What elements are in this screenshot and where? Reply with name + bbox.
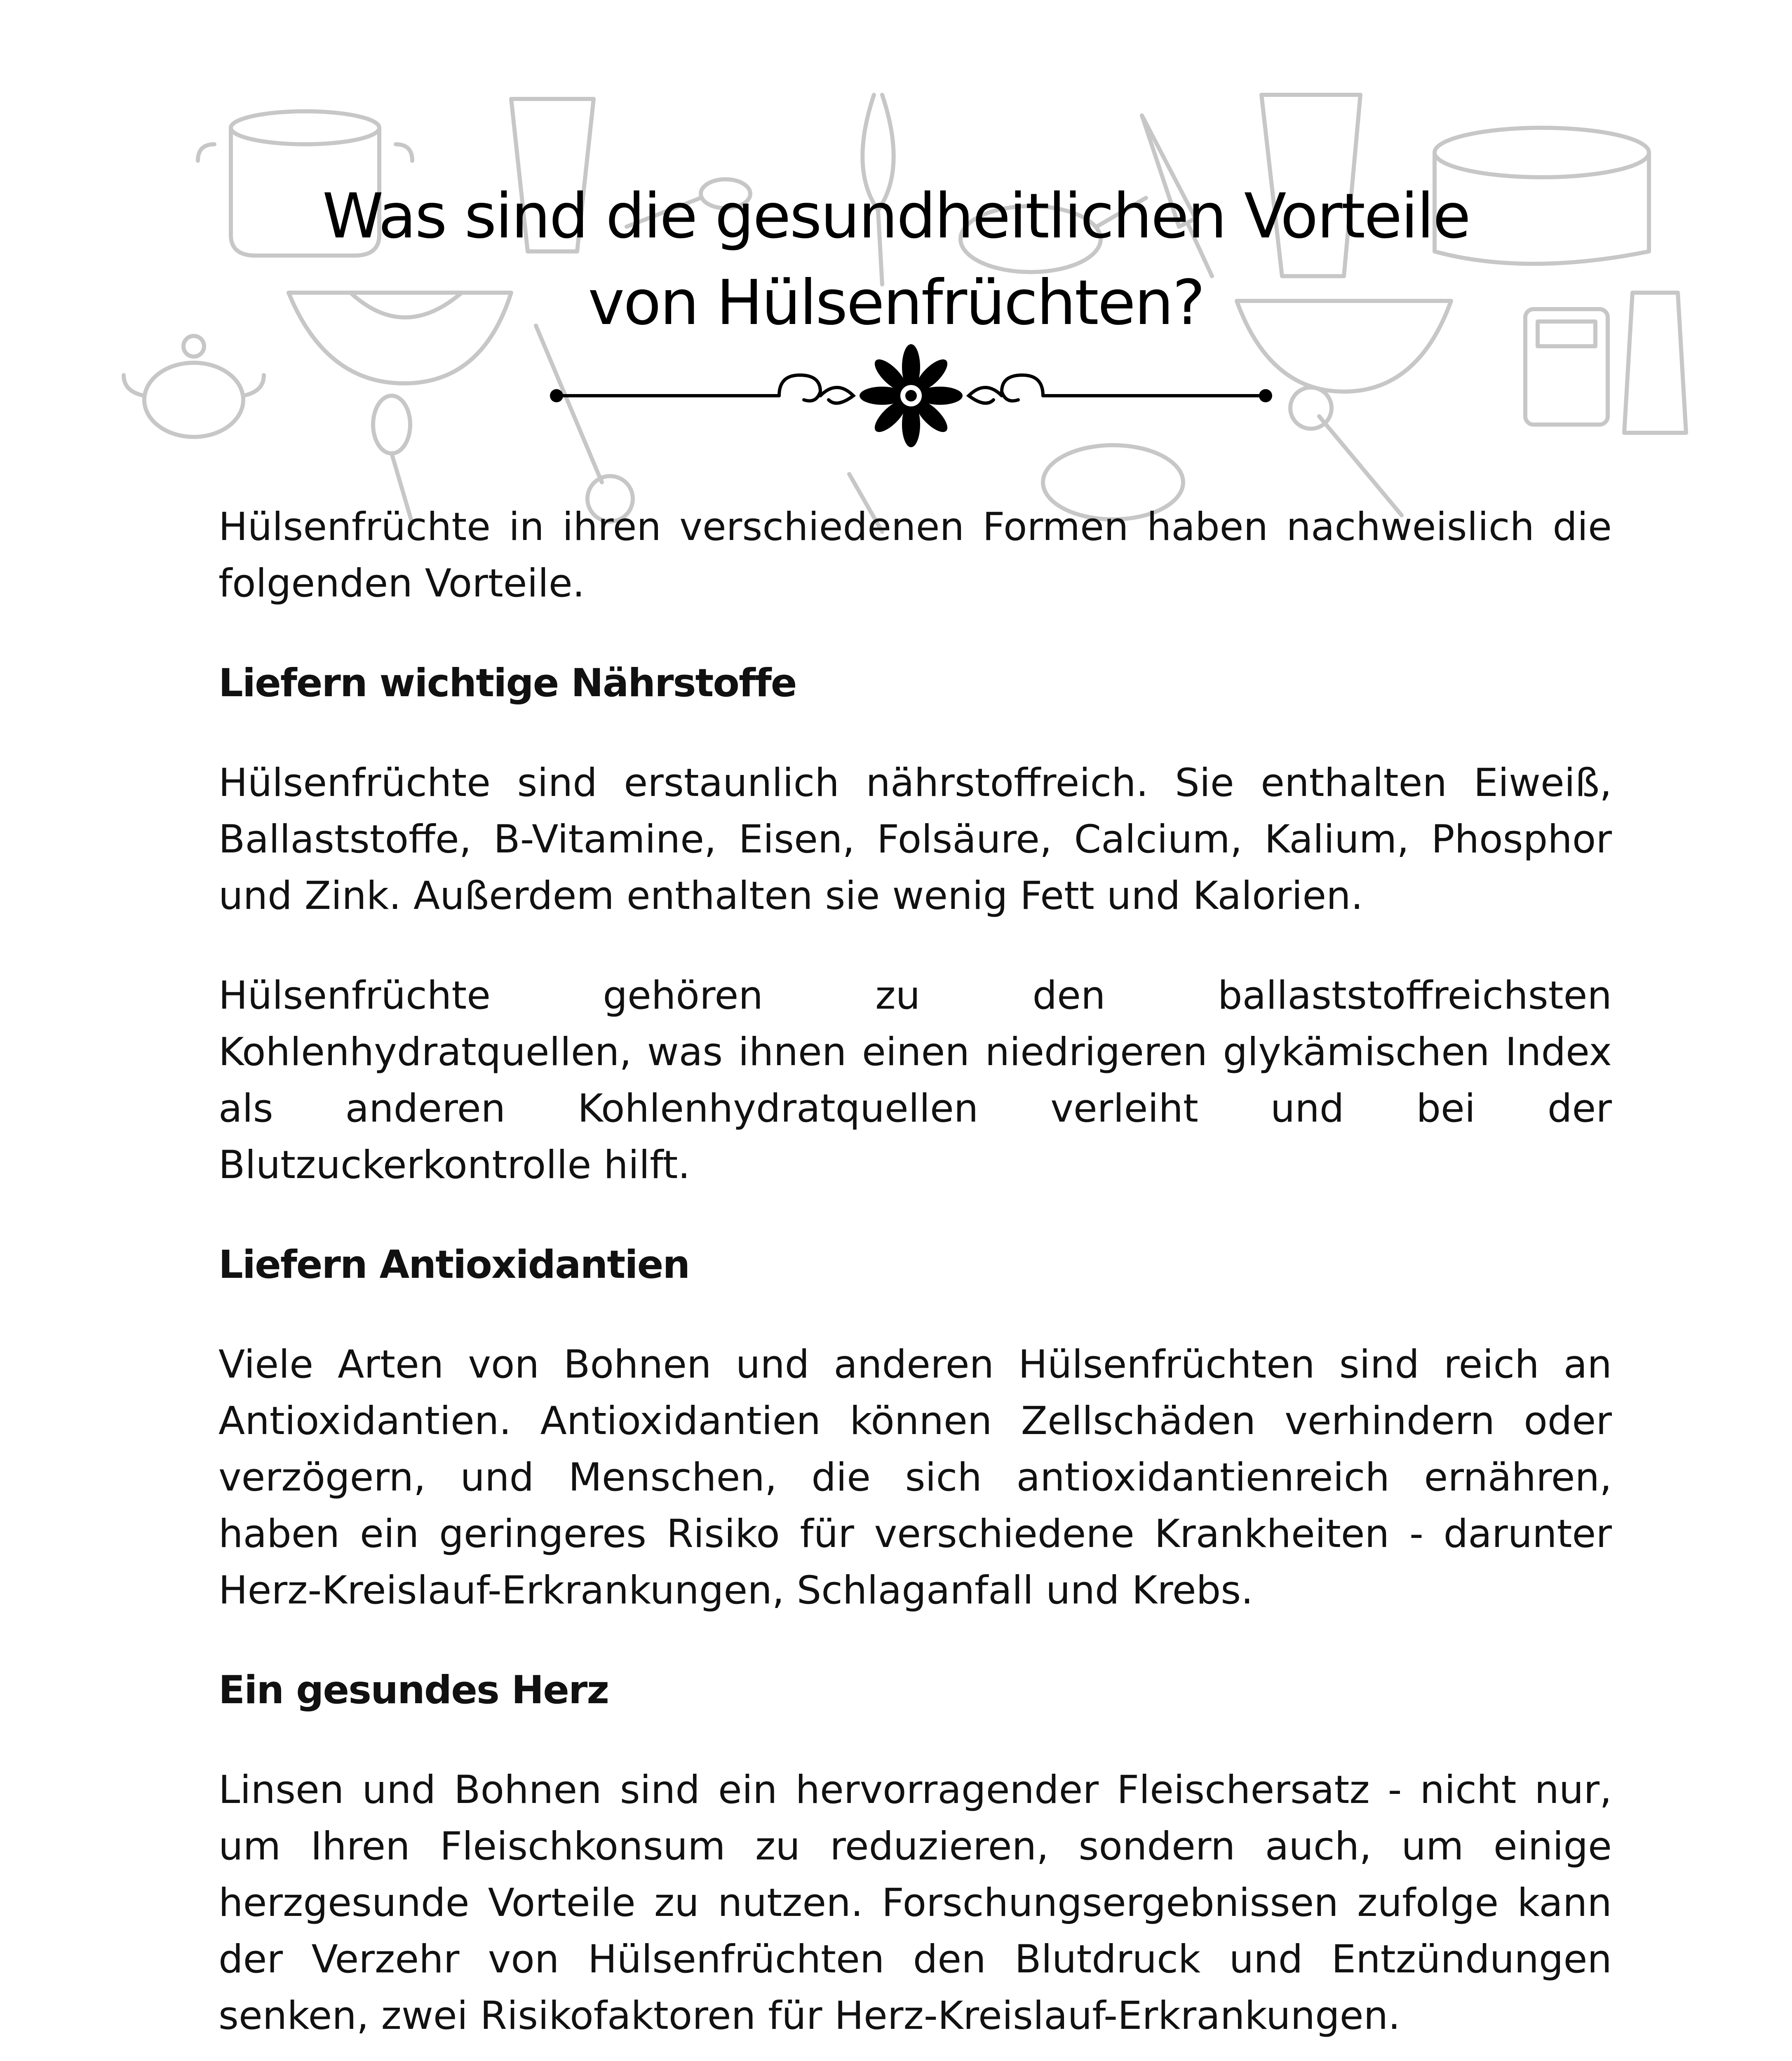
section-heading-naehrstoffe: Liefern wichtige Nährstoffe bbox=[218, 661, 796, 706]
title-line-1: Was sind die gesundheitlichen Vorteile bbox=[322, 181, 1470, 252]
paragraph-naehrstoffe-1: Hülsenfrüchte sind erstaunlich nährstoffreich. Sie enthalten Eiweiß, Ballaststoffe, B-Vitamine, Eisen, Folsäure, Calcium, Kalium, Phosphor und Zink. Außerdem enthalten sie wenig Fett und Kalorien. bbox=[218, 761, 1612, 918]
page-content bbox=[218, 499, 1612, 2061]
page-title bbox=[124, 173, 1668, 346]
ornamental-divider bbox=[548, 342, 1274, 449]
title-line-2: von Hülsenfrüchten? bbox=[588, 267, 1204, 339]
section-heading-herz: Ein gesundes Herz bbox=[218, 1668, 609, 1713]
paragraph-antioxidantien: Viele Arten von Bohnen und anderen Hülsenfrüchten sind reich an Antioxidantien. Antioxidantien können Zellschäden verhindern oder verzögern, und Menschen, die sich antioxidantienreich ernähren, haben ein geringeres Risiko für verschiedene Krankheiten - darunter Herz-Kreislauf-Erkrankungen, Schlaganfall und Krebs. bbox=[218, 1342, 1612, 1613]
flower-ornament-icon bbox=[860, 344, 963, 447]
intro-paragraph: Hülsenfrüchte in ihren verschiedenen Formen haben nachweislich die folgenden Vorteile. bbox=[218, 505, 1612, 606]
paragraph-naehrstoffe-2: Hülsenfrüchte gehören zu den ballaststoffreichsten Kohlenhydratquellen, was ihnen einen niedrigeren glykämischen Index als anderen Kohlenhydratquellen verleiht und bei der Blutzuckerkontrolle hilft. bbox=[218, 973, 1612, 1188]
sugar-bowl-icon bbox=[124, 336, 264, 437]
paragraph-herz: Linsen und Bohnen sind ein hervorragender Fleischersatz - nicht nur, um Ihren Fleischkonsum zu reduzieren, sondern auch, um einige herzgesunde Vorteile zu nutzen. Forschungsergebnissen zufolge kann der Verzehr von Hülsenfrüchten den Blutdruck und Entzündungen senken, zwei Risikofaktoren für Herz-Kreislauf-Erkrankungen. bbox=[218, 1768, 1612, 2038]
section-heading-antioxidantien: Liefern Antioxidantien bbox=[218, 1242, 690, 1287]
ladle-icon bbox=[1290, 387, 1402, 515]
